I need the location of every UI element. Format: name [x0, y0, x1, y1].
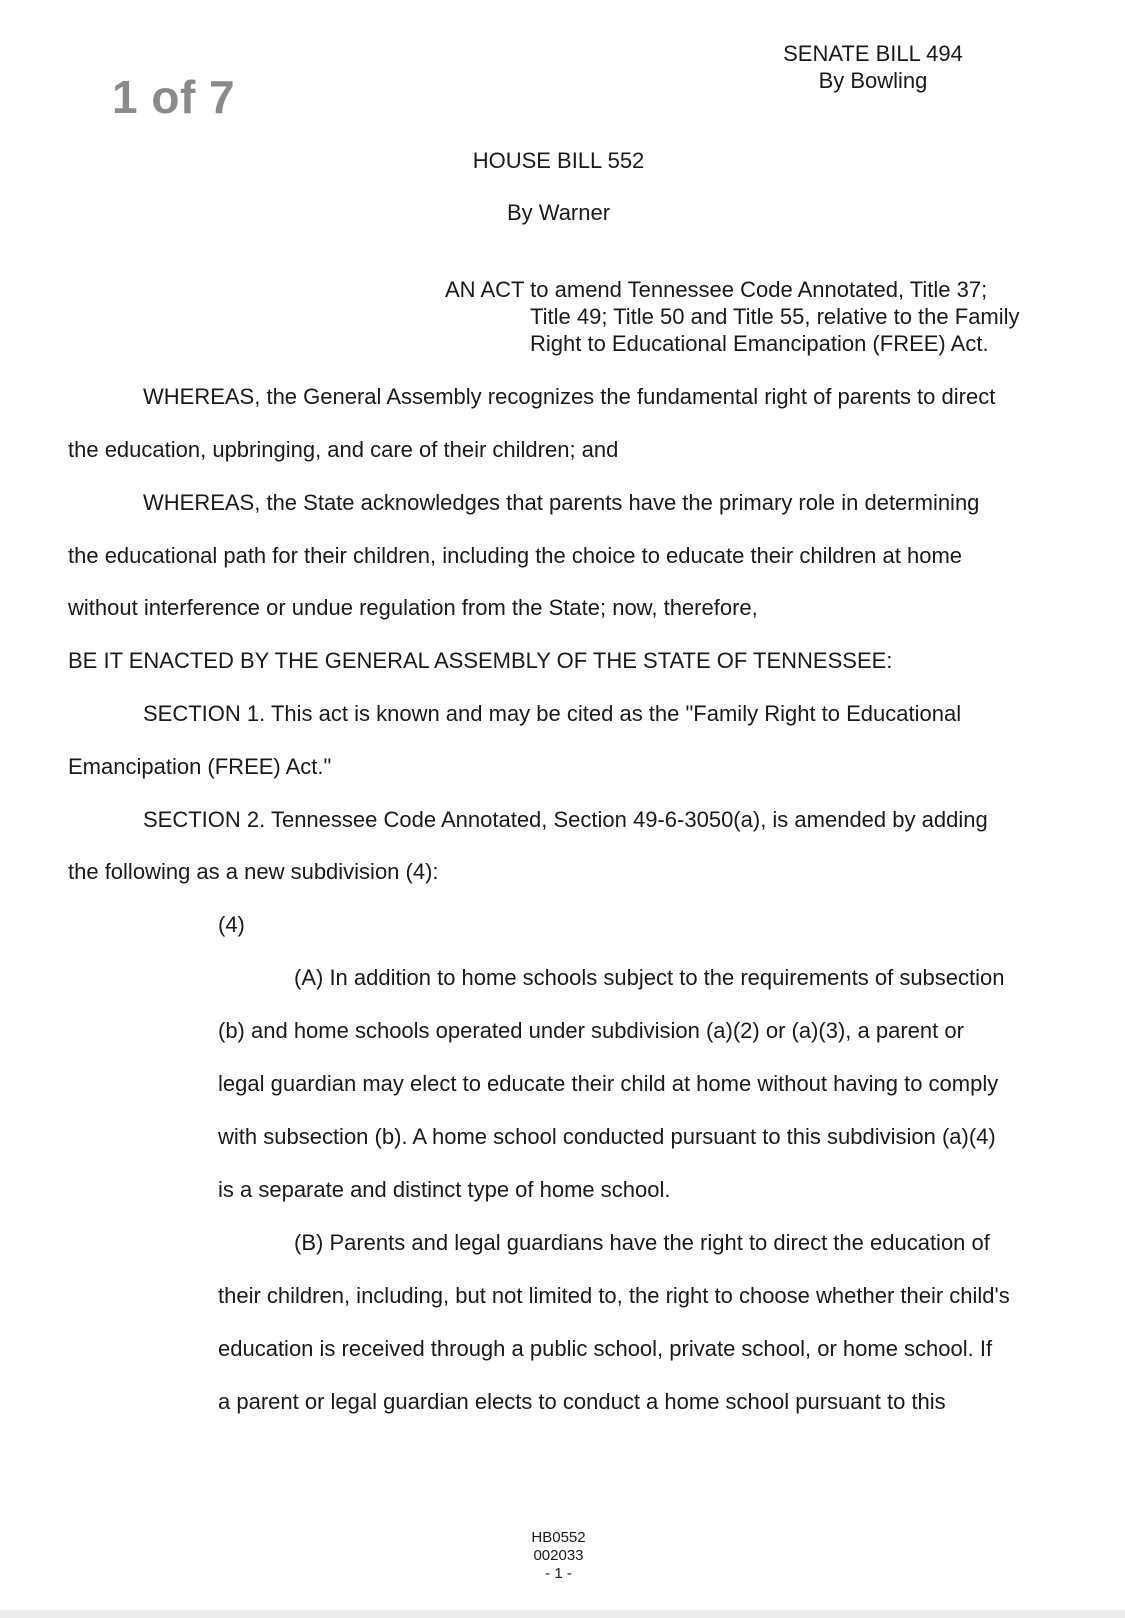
subdivision-4: (4)	[218, 912, 245, 937]
subdivision-b: their children, including, but not limited to, the right to choose whether their child's	[218, 1283, 1010, 1308]
caption-line: Title 49; Title 50 and Title 55, relative to the Family	[530, 304, 1020, 329]
footer-page-number: - 1 -	[545, 1565, 572, 1582]
house-bill-title: HOUSE BILL 552	[472, 148, 645, 173]
whereas-clause: without interference or undue regulation from the State; now, therefore,	[68, 595, 758, 620]
enacting-clause: BE IT ENACTED BY THE GENERAL ASSEMBLY OF THE STATE OF TENNESSEE:	[68, 648, 893, 673]
subdivision-a: (b) and home schools operated under subdivision (a)(2) or (a)(3), a parent or	[218, 1018, 964, 1043]
subdivision-b: a parent or legal guardian elects to conduct a home school pursuant to this	[218, 1389, 946, 1414]
whereas-clause: WHEREAS, the General Assembly recognizes the fundamental right of parents to direct	[143, 384, 996, 409]
subdivision-a: legal guardian may elect to educate their child at home without having to comply	[218, 1071, 999, 1096]
subdivision-a: is a separate and distinct type of home school.	[218, 1177, 671, 1202]
house-bill-sponsor: By Warner	[506, 200, 611, 225]
whereas-clause: WHEREAS, the State acknowledges that parents have the primary role in determining	[143, 490, 980, 515]
footer-doc-number: 002033	[533, 1547, 584, 1564]
viewer-bottom-edge	[0, 1610, 1125, 1618]
senate-bill-sponsor: By Bowling	[818, 68, 928, 93]
footer-bill-code: HB0552	[531, 1529, 586, 1546]
section-1: SECTION 1. This act is known and may be cited as the "Family Right to Educational	[143, 701, 962, 726]
caption-line: Right to Educational Emancipation (FREE) Act.	[530, 331, 989, 356]
section-2: the following as a new subdivision (4):	[68, 859, 439, 884]
section-1: Emancipation (FREE) Act."	[68, 754, 332, 779]
subdivision-a: with subsection (b). A home school conducted pursuant to this subdivision (a)(4)	[218, 1124, 996, 1149]
section-2: SECTION 2. Tennessee Code Annotated, Section 49-6-3050(a), is amended by adding	[143, 807, 988, 832]
subdivision-a: (A) In addition to home schools subject to the requirements of subsection	[294, 965, 1005, 990]
subdivision-b: (B) Parents and legal guardians have the right to direct the education of	[294, 1230, 990, 1255]
senate-bill-title: SENATE BILL 494	[783, 41, 963, 66]
whereas-clause: the educational path for their children, including the choice to educate their children at home	[68, 543, 963, 568]
subdivision-b: education is received through a public school, private school, or home school. If	[218, 1336, 993, 1361]
caption-line: AN ACT to amend Tennessee Code Annotated, Title 37;	[445, 277, 988, 302]
whereas-clause: the education, upbringing, and care of their children; and	[68, 437, 619, 462]
page-indicator: 1 of 7	[112, 71, 236, 123]
